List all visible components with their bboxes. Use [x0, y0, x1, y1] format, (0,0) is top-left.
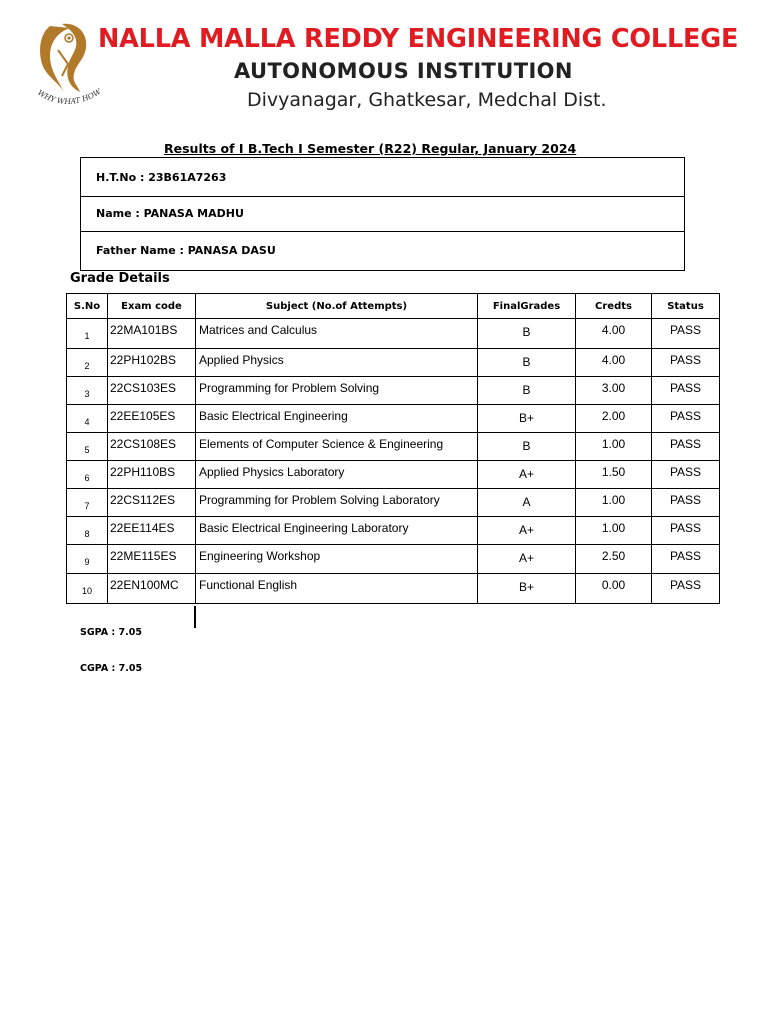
cell-subject: Elements of Computer Science & Engineering: [196, 433, 478, 461]
cell-exam-code: 22CS103ES: [108, 377, 196, 405]
student-name: Name : PANASA MADHU: [96, 207, 244, 220]
cell-credits: 2.50: [576, 545, 652, 574]
cell-subject: Applied Physics: [196, 349, 478, 377]
cell-status: PASS: [652, 319, 720, 349]
cell-status: PASS: [652, 405, 720, 433]
col-header-final-grades: FinalGrades: [478, 294, 576, 319]
cell-credits: 1.00: [576, 433, 652, 461]
cell-status: PASS: [652, 489, 720, 517]
table-row: [67, 405, 720, 433]
college-location: Divyanagar, Ghatkesar, Medchal Dist.: [247, 89, 607, 111]
cell-credits: 0.00: [576, 574, 652, 604]
svg-text:WHY WHAT HOW: WHY WHAT HOW: [36, 86, 103, 107]
cell-sno: 3: [67, 377, 108, 405]
col-header-subject: Subject (No.of Attempts): [196, 294, 478, 319]
cell-credits: 2.00: [576, 405, 652, 433]
cell-sno: 1: [67, 319, 108, 349]
cell-grade: B+: [478, 574, 576, 604]
student-info-box: [80, 157, 685, 271]
cell-status: PASS: [652, 517, 720, 545]
cell-grade: A+: [478, 545, 576, 574]
cell-subject: Engineering Workshop: [196, 545, 478, 574]
col-header-exam-code: Exam code: [108, 294, 196, 319]
table-row: [67, 377, 720, 405]
cell-status: PASS: [652, 349, 720, 377]
cgpa-value: CGPA : 7.05: [80, 663, 143, 674]
cell-subject: Basic Electrical Engineering Laboratory: [196, 517, 478, 545]
cell-subject: Applied Physics Laboratory: [196, 461, 478, 489]
cell-sno: 9: [67, 545, 108, 574]
cell-status: PASS: [652, 574, 720, 604]
institution-type: AUTONOMOUS INSTITUTION: [234, 59, 573, 83]
grade-table: [66, 293, 720, 604]
grade-details-heading: Grade Details: [70, 271, 170, 286]
cell-exam-code: 22ME115ES: [108, 545, 196, 574]
table-row: [67, 433, 720, 461]
cell-exam-code: 22CS108ES: [108, 433, 196, 461]
cell-credits: 4.00: [576, 349, 652, 377]
sgpa-value: SGPA : 7.05: [80, 627, 142, 638]
table-divider-tick: [194, 606, 196, 628]
table-row: [67, 545, 720, 574]
cell-grade: A: [478, 489, 576, 517]
table-row: [67, 461, 720, 489]
hall-ticket-number: H.T.No : 23B61A7263: [96, 171, 227, 184]
college-name: NALLA MALLA REDDY ENGINEERING COLLEGE: [98, 24, 739, 54]
cell-grade: B: [478, 377, 576, 405]
table-row: [67, 349, 720, 377]
cell-credits: 4.00: [576, 319, 652, 349]
cell-credits: 1.50: [576, 461, 652, 489]
cell-sno: 4: [67, 405, 108, 433]
cell-grade: B: [478, 319, 576, 349]
cell-credits: 1.00: [576, 517, 652, 545]
cell-credits: 1.00: [576, 489, 652, 517]
cell-exam-code: 22PH102BS: [108, 349, 196, 377]
cell-exam-code: 22EE114ES: [108, 517, 196, 545]
college-header: [0, 0, 768, 120]
table-row: [67, 489, 720, 517]
table-header-row: [67, 294, 720, 319]
cell-sno: 2: [67, 349, 108, 377]
results-title: Results of I B.Tech I Semester (R22) Regular, January 2024: [164, 141, 577, 156]
cell-status: PASS: [652, 545, 720, 574]
cell-sno: 7: [67, 489, 108, 517]
col-header-credits: Credts: [576, 294, 652, 319]
student-name-row: [81, 197, 684, 232]
cell-sno: 6: [67, 461, 108, 489]
cell-grade: B: [478, 349, 576, 377]
col-header-sno: S.No: [67, 294, 108, 319]
table-row: [67, 574, 720, 604]
cell-credits: 3.00: [576, 377, 652, 405]
cell-exam-code: 22PH110BS: [108, 461, 196, 489]
father-name-row: [81, 232, 684, 270]
cell-grade: B: [478, 433, 576, 461]
cell-exam-code: 22CS112ES: [108, 489, 196, 517]
col-header-status: Status: [652, 294, 720, 319]
cell-subject: Matrices and Calculus: [196, 319, 478, 349]
cell-subject: Functional English: [196, 574, 478, 604]
cell-grade: A+: [478, 517, 576, 545]
cell-subject: Basic Electrical Engineering: [196, 405, 478, 433]
cell-status: PASS: [652, 433, 720, 461]
cell-sno: 5: [67, 433, 108, 461]
hall-ticket-row: [81, 158, 684, 197]
cell-status: PASS: [652, 377, 720, 405]
cell-subject: Programming for Problem Solving Laboratory: [196, 489, 478, 517]
cell-sno: 8: [67, 517, 108, 545]
cell-sno: 10: [67, 574, 108, 604]
cell-exam-code: 22EN100MC: [108, 574, 196, 604]
cell-status: PASS: [652, 461, 720, 489]
cell-grade: A+: [478, 461, 576, 489]
table-row: [67, 517, 720, 545]
cell-exam-code: 22EE105ES: [108, 405, 196, 433]
father-name: Father Name : PANASA DASU: [96, 244, 276, 257]
cell-exam-code: 22MA101BS: [108, 319, 196, 349]
table-row: [67, 319, 720, 349]
cell-subject: Programming for Problem Solving: [196, 377, 478, 405]
cell-grade: B+: [478, 405, 576, 433]
